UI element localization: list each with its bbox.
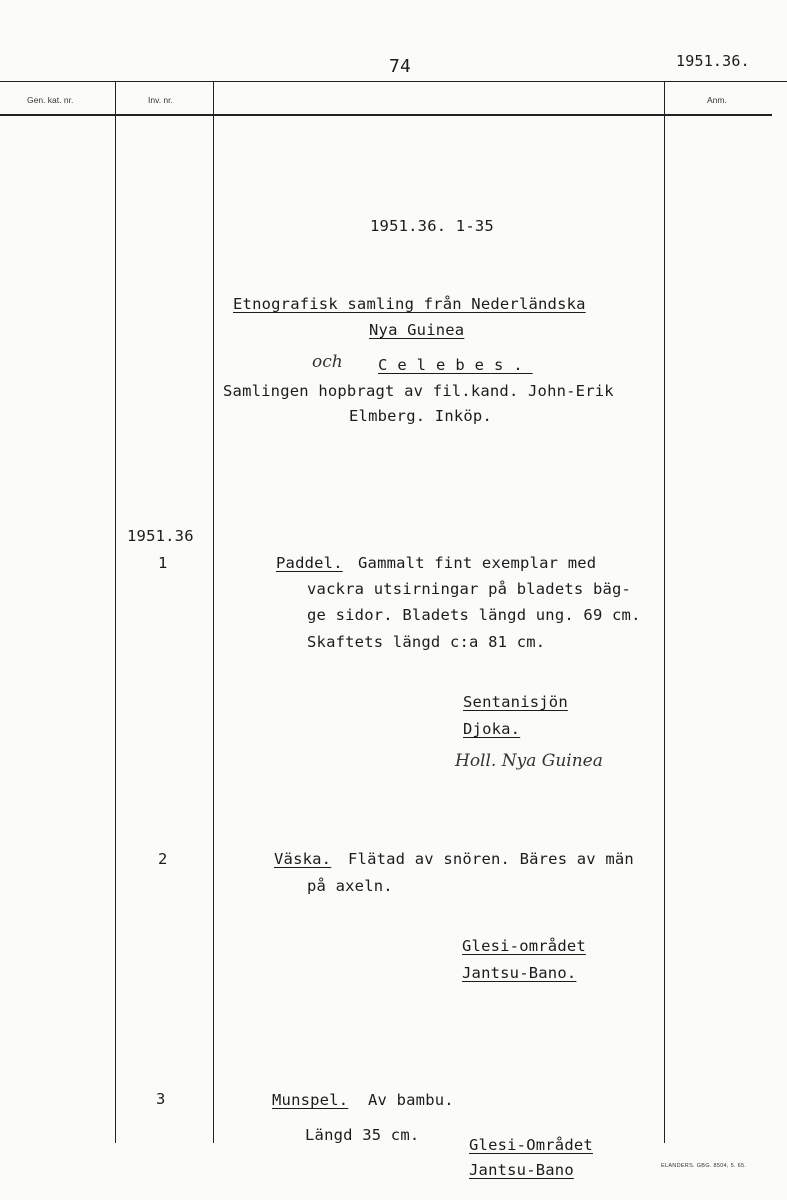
- entry-place: Jantsu-Bano.: [462, 964, 577, 982]
- entry-text-line: på axeln.: [307, 877, 393, 895]
- entry-text-line: Gammalt fint exemplar med: [358, 554, 597, 572]
- column-header-gen-kat: Gen. kat. nr.: [27, 95, 74, 105]
- column-header-anm: Anm.: [707, 95, 727, 105]
- collection-range: 1951.36. 1-35: [370, 217, 494, 235]
- column-divider-1: [115, 81, 116, 1143]
- entry-term: Väska.: [274, 850, 332, 868]
- entry-place: Sentanisjön: [463, 693, 568, 711]
- entry-place: Djoka.: [463, 720, 521, 738]
- column-divider-3: [664, 81, 665, 1143]
- entry-text-line: Skaftets längd c:a 81 cm.: [307, 633, 546, 651]
- entry-number: 3: [156, 1090, 166, 1108]
- collection-note-line2: Elmberg. Inköp.: [349, 407, 492, 425]
- entry-text-line: Flätad av snören. Bäres av män: [348, 850, 634, 868]
- entry-inv-prefix: 1951.36: [127, 527, 194, 545]
- handwritten-annotation: Holl. Nya Guinea: [455, 751, 603, 771]
- entry-term: Munspel.: [272, 1091, 349, 1109]
- printer-imprint: ELANDERS. GBG. 8504, 5. 65.: [661, 1163, 747, 1169]
- column-divider-2: [213, 81, 214, 1143]
- entry-place: Jantsu-Bano: [469, 1161, 574, 1179]
- entry-number: 1: [158, 554, 168, 572]
- collection-note-line1: Samlingen hopbragt av fil.kand. John-Erik: [223, 382, 614, 400]
- entry-place: Glesi-Området: [469, 1136, 593, 1154]
- page-reference: 1951.36.: [676, 52, 750, 70]
- collection-celebes: Celebes.: [378, 356, 533, 374]
- handwritten-och: och: [312, 352, 343, 372]
- entry-text-line: vackra utsirningar på bladets bäg-: [307, 580, 632, 598]
- header-top-rule: [0, 81, 787, 82]
- collection-title-line1: Etnografisk samling från Nederländska: [233, 295, 586, 313]
- column-header-inv: Inv. nr.: [148, 95, 173, 105]
- page-number: 74: [389, 56, 412, 77]
- entry-text-line: Längd 35 cm.: [305, 1126, 420, 1144]
- entry-number: 2: [158, 850, 168, 868]
- entry-text-line: ge sidor. Bladets längd ung. 69 cm.: [307, 606, 641, 624]
- collection-title-line2: Nya Guinea: [369, 321, 465, 339]
- entry-place: Glesi-området: [462, 937, 586, 955]
- entry-text-line: Av bambu.: [368, 1091, 454, 1109]
- entry-term: Paddel.: [276, 554, 343, 572]
